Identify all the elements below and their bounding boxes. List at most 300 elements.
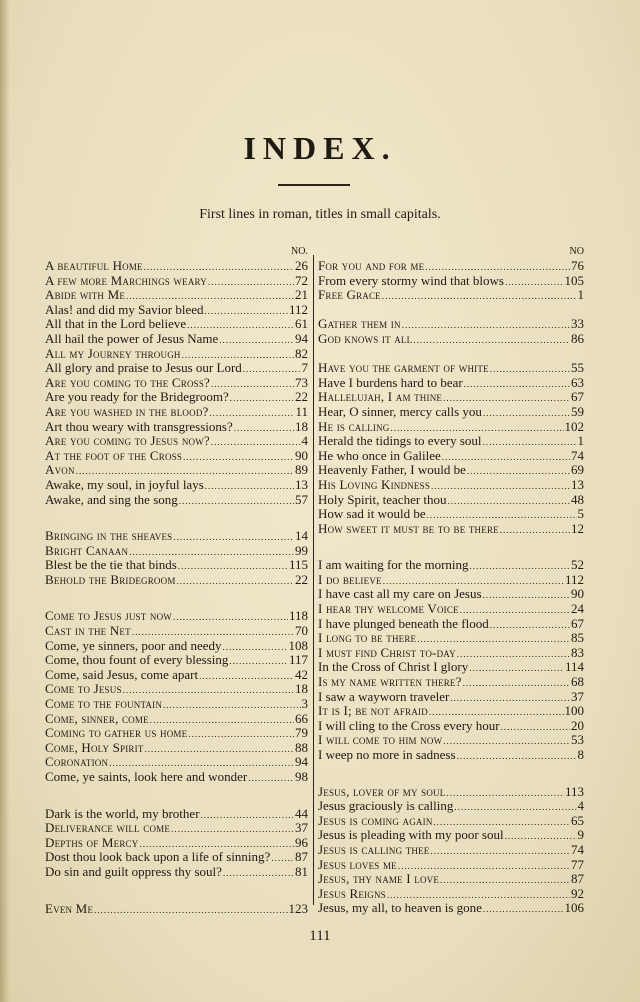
dot-leader: [179, 494, 294, 509]
hymn-first-line: I am waiting for the morning: [318, 557, 469, 573]
index-entry: [45, 573, 308, 588]
index-entry: [318, 493, 584, 508]
index-entry: [45, 668, 308, 683]
dot-leader: [201, 808, 294, 823]
hymn-title: Are you washed in the blood?: [45, 403, 209, 419]
hymn-number: 123: [288, 900, 308, 916]
hymn-title: Are you coming to Jesus now?: [45, 433, 210, 449]
hymn-number: 100: [564, 703, 584, 719]
hymn-number: 22: [295, 571, 308, 587]
index-entry: [45, 449, 308, 464]
dot-leader: [183, 450, 294, 465]
page-number: 111: [309, 928, 331, 944]
dot-leader: [457, 749, 577, 764]
hymn-number: 18: [295, 681, 308, 697]
hymn-first-line: From every stormy wind that blows: [318, 272, 504, 288]
hymn-number: 33: [571, 316, 584, 332]
hymn-first-line: Awake, and sing the song: [45, 491, 178, 507]
dot-leader: [505, 829, 577, 844]
index-entry: [318, 843, 584, 858]
hymn-title: Behold the Bridegroom: [45, 571, 176, 587]
index-entry: [45, 434, 308, 449]
index-entry: [318, 332, 584, 347]
index-entry: [318, 901, 584, 916]
index-entry: [318, 814, 584, 829]
hymn-number: 90: [295, 447, 308, 463]
index-entry: [318, 631, 584, 646]
index-entry: [45, 755, 308, 770]
index-entry: [45, 259, 308, 274]
index-entry: [45, 697, 308, 712]
hymn-first-line: How sad it would be: [318, 506, 426, 522]
hymn-title: I long to be there: [318, 630, 417, 646]
hymn-number: 5: [577, 506, 584, 522]
index-entry: [318, 478, 584, 493]
hymn-first-line: Holy Spirit, teacher thou: [318, 491, 447, 507]
index-entry: [45, 361, 308, 376]
hymn-title: Avon: [45, 462, 75, 478]
index-entry: [45, 405, 308, 420]
dot-leader: [178, 559, 288, 574]
hymn-first-line: Come, said Jesus, come apart: [45, 666, 199, 682]
hymn-title: A few more Marchings weary: [45, 272, 207, 288]
group-spacer: [45, 507, 308, 529]
dot-leader: [431, 479, 570, 494]
hymn-first-line: Have I burdens hard to bear: [318, 374, 463, 390]
index-entry: [318, 420, 584, 435]
hymn-number: 37: [295, 820, 308, 836]
index-entry: [318, 828, 584, 843]
hymn-title: He is calling: [318, 418, 390, 434]
hymn-number: 18: [295, 418, 308, 434]
hymn-title: I will come to him now: [318, 732, 443, 748]
index-entry: [318, 288, 584, 303]
dot-leader: [382, 289, 577, 304]
hymn-number: 11: [295, 403, 308, 419]
hymn-number: 114: [564, 659, 584, 675]
hymn-number: 89: [295, 462, 308, 478]
group-spacer: [45, 587, 308, 609]
hymn-title: Hallelujah, I am thine: [318, 389, 443, 405]
dot-leader: [463, 676, 570, 691]
hymn-number: 94: [295, 330, 308, 346]
hymn-number: 74: [571, 447, 584, 463]
hymn-number: 94: [295, 754, 308, 770]
hymn-title: Jesus is calling thee: [318, 841, 430, 857]
hymn-number: 14: [295, 528, 308, 544]
hymn-number: 67: [571, 615, 584, 631]
group-spacer: [318, 303, 584, 318]
index-entry: [318, 675, 584, 690]
hymn-number: 57: [295, 491, 308, 507]
hymn-title: A beautiful Home: [45, 258, 143, 273]
hymn-first-line: In the Cross of Christ I glory: [318, 659, 469, 675]
index-entry: [318, 361, 584, 376]
index-entry: [45, 770, 308, 785]
hymn-title: I must find Christ to-day: [318, 644, 456, 660]
hymn-number: 86: [571, 330, 584, 346]
index-entry: [318, 748, 584, 763]
hymn-first-line: I saw a wayworn traveler: [318, 688, 450, 704]
group-spacer: [318, 763, 584, 785]
hymn-number: 105: [564, 272, 584, 288]
index-entry: [318, 274, 584, 289]
index-entry: [318, 558, 584, 573]
dot-leader: [470, 559, 570, 574]
hymn-number: 77: [571, 856, 584, 872]
index-entry: [45, 529, 308, 544]
hymn-title: For you and for me: [318, 258, 425, 273]
column-divider: [313, 255, 314, 905]
dot-leader: [229, 654, 288, 669]
hymn-title: At the foot of the Cross: [45, 447, 183, 463]
dot-leader: [490, 362, 570, 377]
hymn-title: Come to Jesus just now: [45, 608, 172, 624]
hymn-title: Have you the garment of white: [318, 360, 489, 376]
index-entry: [318, 587, 584, 602]
hymn-first-line: Alas! and did my Savior bleed: [45, 301, 204, 317]
dot-leader: [208, 275, 294, 290]
hymn-number: 69: [571, 462, 584, 478]
hymn-number: 42: [295, 666, 308, 682]
hymn-first-line: All glory and praise to Jesus our Lord: [45, 360, 242, 376]
dot-leader: [171, 822, 294, 837]
hymn-number: 7: [301, 360, 308, 376]
index-entry: [318, 507, 584, 522]
hymn-first-line: Come, ye saints, look here and wonder: [45, 769, 248, 784]
index-entry: [318, 522, 584, 537]
hymn-number: 1: [577, 433, 584, 449]
dot-leader: [205, 304, 288, 319]
index-subtitle: First lines in roman, titles in small capitals.: [199, 207, 441, 222]
index-entry: [318, 617, 584, 632]
number-column-header: NO: [569, 246, 584, 257]
hymn-title: Come, sinner, come: [45, 710, 149, 726]
hymn-number: 4: [301, 433, 308, 449]
index-entry: [318, 887, 584, 902]
index-entry: [318, 390, 584, 405]
hymn-number: 88: [295, 739, 308, 755]
index-entry: [318, 434, 584, 449]
hymn-title: Cast in the Net: [45, 623, 131, 639]
hymn-first-line: Heavenly Father, I would be: [318, 462, 466, 478]
hymn-number: 63: [571, 374, 584, 390]
index-entry: [45, 493, 308, 508]
index-entry: [45, 332, 308, 347]
index-entry: [45, 347, 308, 362]
index-entry: [318, 259, 584, 274]
hymn-number: 59: [571, 403, 584, 419]
hymn-number: 1: [577, 287, 584, 303]
index-entry: [318, 785, 584, 800]
hymn-number: 44: [295, 805, 308, 821]
hymn-title: Is my name written there?: [318, 674, 462, 690]
hymn-first-line: I will cling to the Cross every hour: [318, 717, 500, 733]
index-column-left: [45, 244, 308, 916]
hymn-number: 102: [564, 418, 584, 434]
index-entry: [318, 602, 584, 617]
dot-leader: [483, 406, 570, 421]
index-entry: [318, 405, 584, 420]
hymn-first-line: Do sin and guilt oppress thy soul?: [45, 863, 222, 879]
index-entry: [318, 317, 584, 332]
hymn-number: 74: [571, 841, 584, 857]
index-entry: [45, 544, 308, 559]
index-entry: [45, 463, 308, 478]
dot-leader: [431, 844, 570, 859]
hymn-title: Coming to gather us home: [45, 725, 188, 741]
index-entry: [45, 741, 308, 756]
index-entry: [45, 726, 308, 741]
dot-leader: [223, 866, 294, 881]
dot-leader: [199, 669, 294, 684]
hymn-title: Come to Jesus: [45, 681, 122, 697]
index-entry: [318, 704, 584, 719]
dot-leader: [219, 333, 294, 348]
index-entry: [318, 799, 584, 814]
hymn-title: Deliverance will come: [45, 820, 171, 836]
dot-leader: [94, 903, 287, 918]
dot-leader: [177, 574, 294, 589]
hymn-first-line: Blest be the tie that binds: [45, 557, 177, 573]
index-entry: [318, 463, 584, 478]
hymn-first-line: Art thou weary with transgressions?: [45, 418, 233, 434]
index-entry: [318, 573, 584, 588]
hymn-number: 72: [295, 272, 308, 288]
hymn-title: Coronation: [45, 754, 109, 770]
index-entry: [45, 274, 308, 289]
hymn-number: 117: [288, 652, 308, 668]
hymn-title: All my Journey through: [45, 345, 181, 361]
index-entry: [45, 821, 308, 836]
hymn-number: 98: [295, 769, 308, 784]
hymn-title: His Loving Kindness: [318, 476, 431, 492]
dot-leader: [173, 610, 288, 625]
hymn-number: 73: [295, 374, 308, 390]
hymn-number: 9: [577, 827, 584, 843]
hymn-number: 66: [295, 710, 308, 726]
index-entry: [318, 449, 584, 464]
hymn-number: 92: [571, 885, 584, 901]
title-rule: [278, 184, 350, 186]
hymn-number: 65: [571, 812, 584, 828]
hymn-title: Come to the fountain: [45, 696, 163, 712]
group-spacer: [318, 536, 584, 558]
index-entry: [45, 376, 308, 391]
index-entry: [318, 719, 584, 734]
dot-leader: [450, 691, 570, 706]
index-entry: [45, 653, 308, 668]
hymn-title: Bright Canaan: [45, 542, 129, 558]
dot-leader: [454, 800, 576, 815]
hymn-title: I hear thy welcome Voice: [318, 601, 459, 617]
index-entry: [45, 478, 308, 493]
index-entry: [45, 682, 308, 697]
hymn-number: 52: [571, 557, 584, 573]
dot-leader: [248, 771, 294, 786]
dot-leader: [163, 698, 300, 713]
hymn-number: 82: [295, 345, 308, 361]
dot-leader: [440, 873, 570, 888]
hymn-number: 79: [295, 725, 308, 741]
hymn-number: 37: [571, 688, 584, 704]
hymn-number: 76: [571, 258, 584, 273]
hymn-number: 26: [295, 258, 308, 273]
hymn-number: 112: [564, 571, 584, 587]
index-entry: [45, 624, 308, 639]
hymn-number: 115: [288, 557, 308, 573]
hymn-number: 81: [295, 863, 308, 879]
hymn-number: 87: [571, 871, 584, 887]
dot-leader: [505, 275, 564, 290]
hymn-title: Come, Holy Spirit: [45, 739, 144, 755]
dot-leader: [271, 851, 294, 866]
index-entry: [45, 712, 308, 727]
dot-leader: [448, 494, 570, 509]
hymn-title: Abide with Me: [45, 287, 126, 303]
hymn-title: Even Me: [45, 900, 94, 916]
index-entry: [45, 317, 308, 332]
hymn-number: 90: [571, 586, 584, 602]
dot-leader: [413, 333, 570, 348]
dot-leader: [483, 588, 570, 603]
hymn-title: Jesus is coming again: [318, 812, 433, 828]
hymn-number: 70: [295, 623, 308, 639]
hymn-number: 53: [571, 732, 584, 748]
hymn-title: God knows it all: [318, 330, 413, 346]
index-entry: [45, 420, 308, 435]
index-entry: [318, 872, 584, 887]
hymn-number: 85: [571, 630, 584, 646]
hymn-title: Gather them in: [318, 316, 401, 332]
index-entry: [318, 660, 584, 675]
dot-leader: [173, 530, 294, 545]
hymn-first-line: Come, ye sinners, poor and needy: [45, 637, 222, 653]
dot-leader: [205, 479, 294, 494]
hymn-number: 12: [571, 520, 584, 536]
hymn-number: 108: [288, 637, 308, 653]
hymn-title: Jesus loves me: [318, 856, 397, 872]
hymn-number: 55: [571, 360, 584, 376]
hymn-number: 61: [295, 316, 308, 332]
dot-leader: [469, 661, 564, 676]
dot-leader: [500, 523, 570, 538]
hymn-title: It is I; be not afraid: [318, 703, 428, 719]
dot-leader: [483, 902, 564, 917]
hymn-first-line: I weep no more in sadness: [318, 747, 456, 762]
hymn-number: 67: [571, 389, 584, 405]
group-spacer: [45, 880, 308, 902]
index-entry: [45, 558, 308, 573]
hymn-title: Depths of Mercy: [45, 834, 139, 850]
hymn-number: 8: [577, 747, 584, 762]
index-entry: [45, 807, 308, 822]
hymn-title: How sweet it must be to be there: [318, 520, 499, 536]
hymn-title: Jesus, thy name I love: [318, 871, 440, 887]
index-entry: [45, 902, 308, 917]
hymn-first-line: All hail the power of Jesus Name: [45, 330, 219, 346]
group-spacer: [45, 785, 308, 807]
index-column-right: [318, 244, 584, 916]
dot-leader: [457, 647, 570, 662]
hymn-first-line: Are you ready for the Bridegroom?: [45, 389, 229, 405]
dot-leader: [243, 362, 301, 377]
hymn-first-line: Hear, O sinner, mercy calls you: [318, 403, 482, 419]
index-entry: [45, 836, 308, 851]
index-entry: [45, 865, 308, 880]
dot-leader: [446, 786, 564, 801]
dot-leader: [464, 377, 570, 392]
hymn-number: 24: [571, 601, 584, 617]
hymn-number: 48: [571, 491, 584, 507]
hymn-number: 13: [571, 476, 584, 492]
hymn-first-line: Dark is the world, my brother: [45, 805, 200, 821]
index-entry: [318, 376, 584, 391]
hymn-number: 83: [571, 644, 584, 660]
hymn-first-line: Jesus, my all, to heaven is gone: [318, 900, 482, 916]
index-entry: [318, 858, 584, 873]
page-title: INDEX.: [243, 130, 397, 166]
hymn-number: 99: [295, 542, 308, 558]
dot-leader: [188, 727, 294, 742]
hymn-first-line: Jesus is pleading with my poor soul: [318, 827, 504, 843]
hymn-first-line: All that in the Lord believe: [45, 316, 187, 332]
dot-leader: [483, 435, 577, 450]
index-entry: [45, 850, 308, 865]
hymn-first-line: Herald the tidings to every soul: [318, 433, 482, 449]
index-entry: [318, 733, 584, 748]
hymn-title: Are you coming to the Cross?: [45, 374, 211, 390]
index-entry: [45, 390, 308, 405]
index-entry: [318, 690, 584, 705]
hymn-first-line: I have plunged beneath the flood: [318, 615, 489, 631]
hymn-number: 96: [295, 834, 308, 850]
hymn-number: 4: [577, 798, 584, 814]
dot-leader: [501, 720, 570, 735]
dot-leader: [234, 421, 294, 436]
number-column-header: NO.: [291, 246, 308, 257]
hymn-number: 21: [295, 287, 308, 303]
hymn-title: Jesus, lover of my soul: [318, 783, 446, 799]
hymn-number: 87: [295, 849, 308, 865]
dot-leader: [145, 742, 294, 757]
hymn-number: 118: [288, 608, 308, 624]
dot-leader: [211, 435, 301, 450]
hymn-number: 68: [571, 674, 584, 690]
index-entry: [318, 646, 584, 661]
dot-leader: [443, 734, 570, 749]
dot-leader: [490, 618, 570, 633]
hymn-number: 20: [571, 717, 584, 733]
index-entry: [45, 303, 308, 318]
hymn-number: 13: [295, 476, 308, 492]
hymn-first-line: Awake, my soul, in joyful lays: [45, 476, 204, 492]
hymn-number: 112: [288, 301, 308, 317]
hymn-number: 22: [295, 389, 308, 405]
group-spacer: [318, 347, 584, 362]
hymn-title: I do believe: [318, 571, 382, 587]
hymn-first-line: Dost thou look back upon a life of sinning?: [45, 849, 271, 865]
hymn-first-line: I have cast all my care on Jesus: [318, 586, 482, 602]
hymn-first-line: He who once in Galilee: [318, 447, 441, 463]
hymn-title: Jesus Reigns: [318, 885, 386, 901]
dot-leader: [230, 391, 294, 406]
dot-leader: [402, 318, 570, 333]
index-entry: [45, 639, 308, 654]
index-entry: [45, 609, 308, 624]
dot-leader: [467, 464, 570, 479]
hymn-title: Free Grace: [318, 287, 381, 303]
